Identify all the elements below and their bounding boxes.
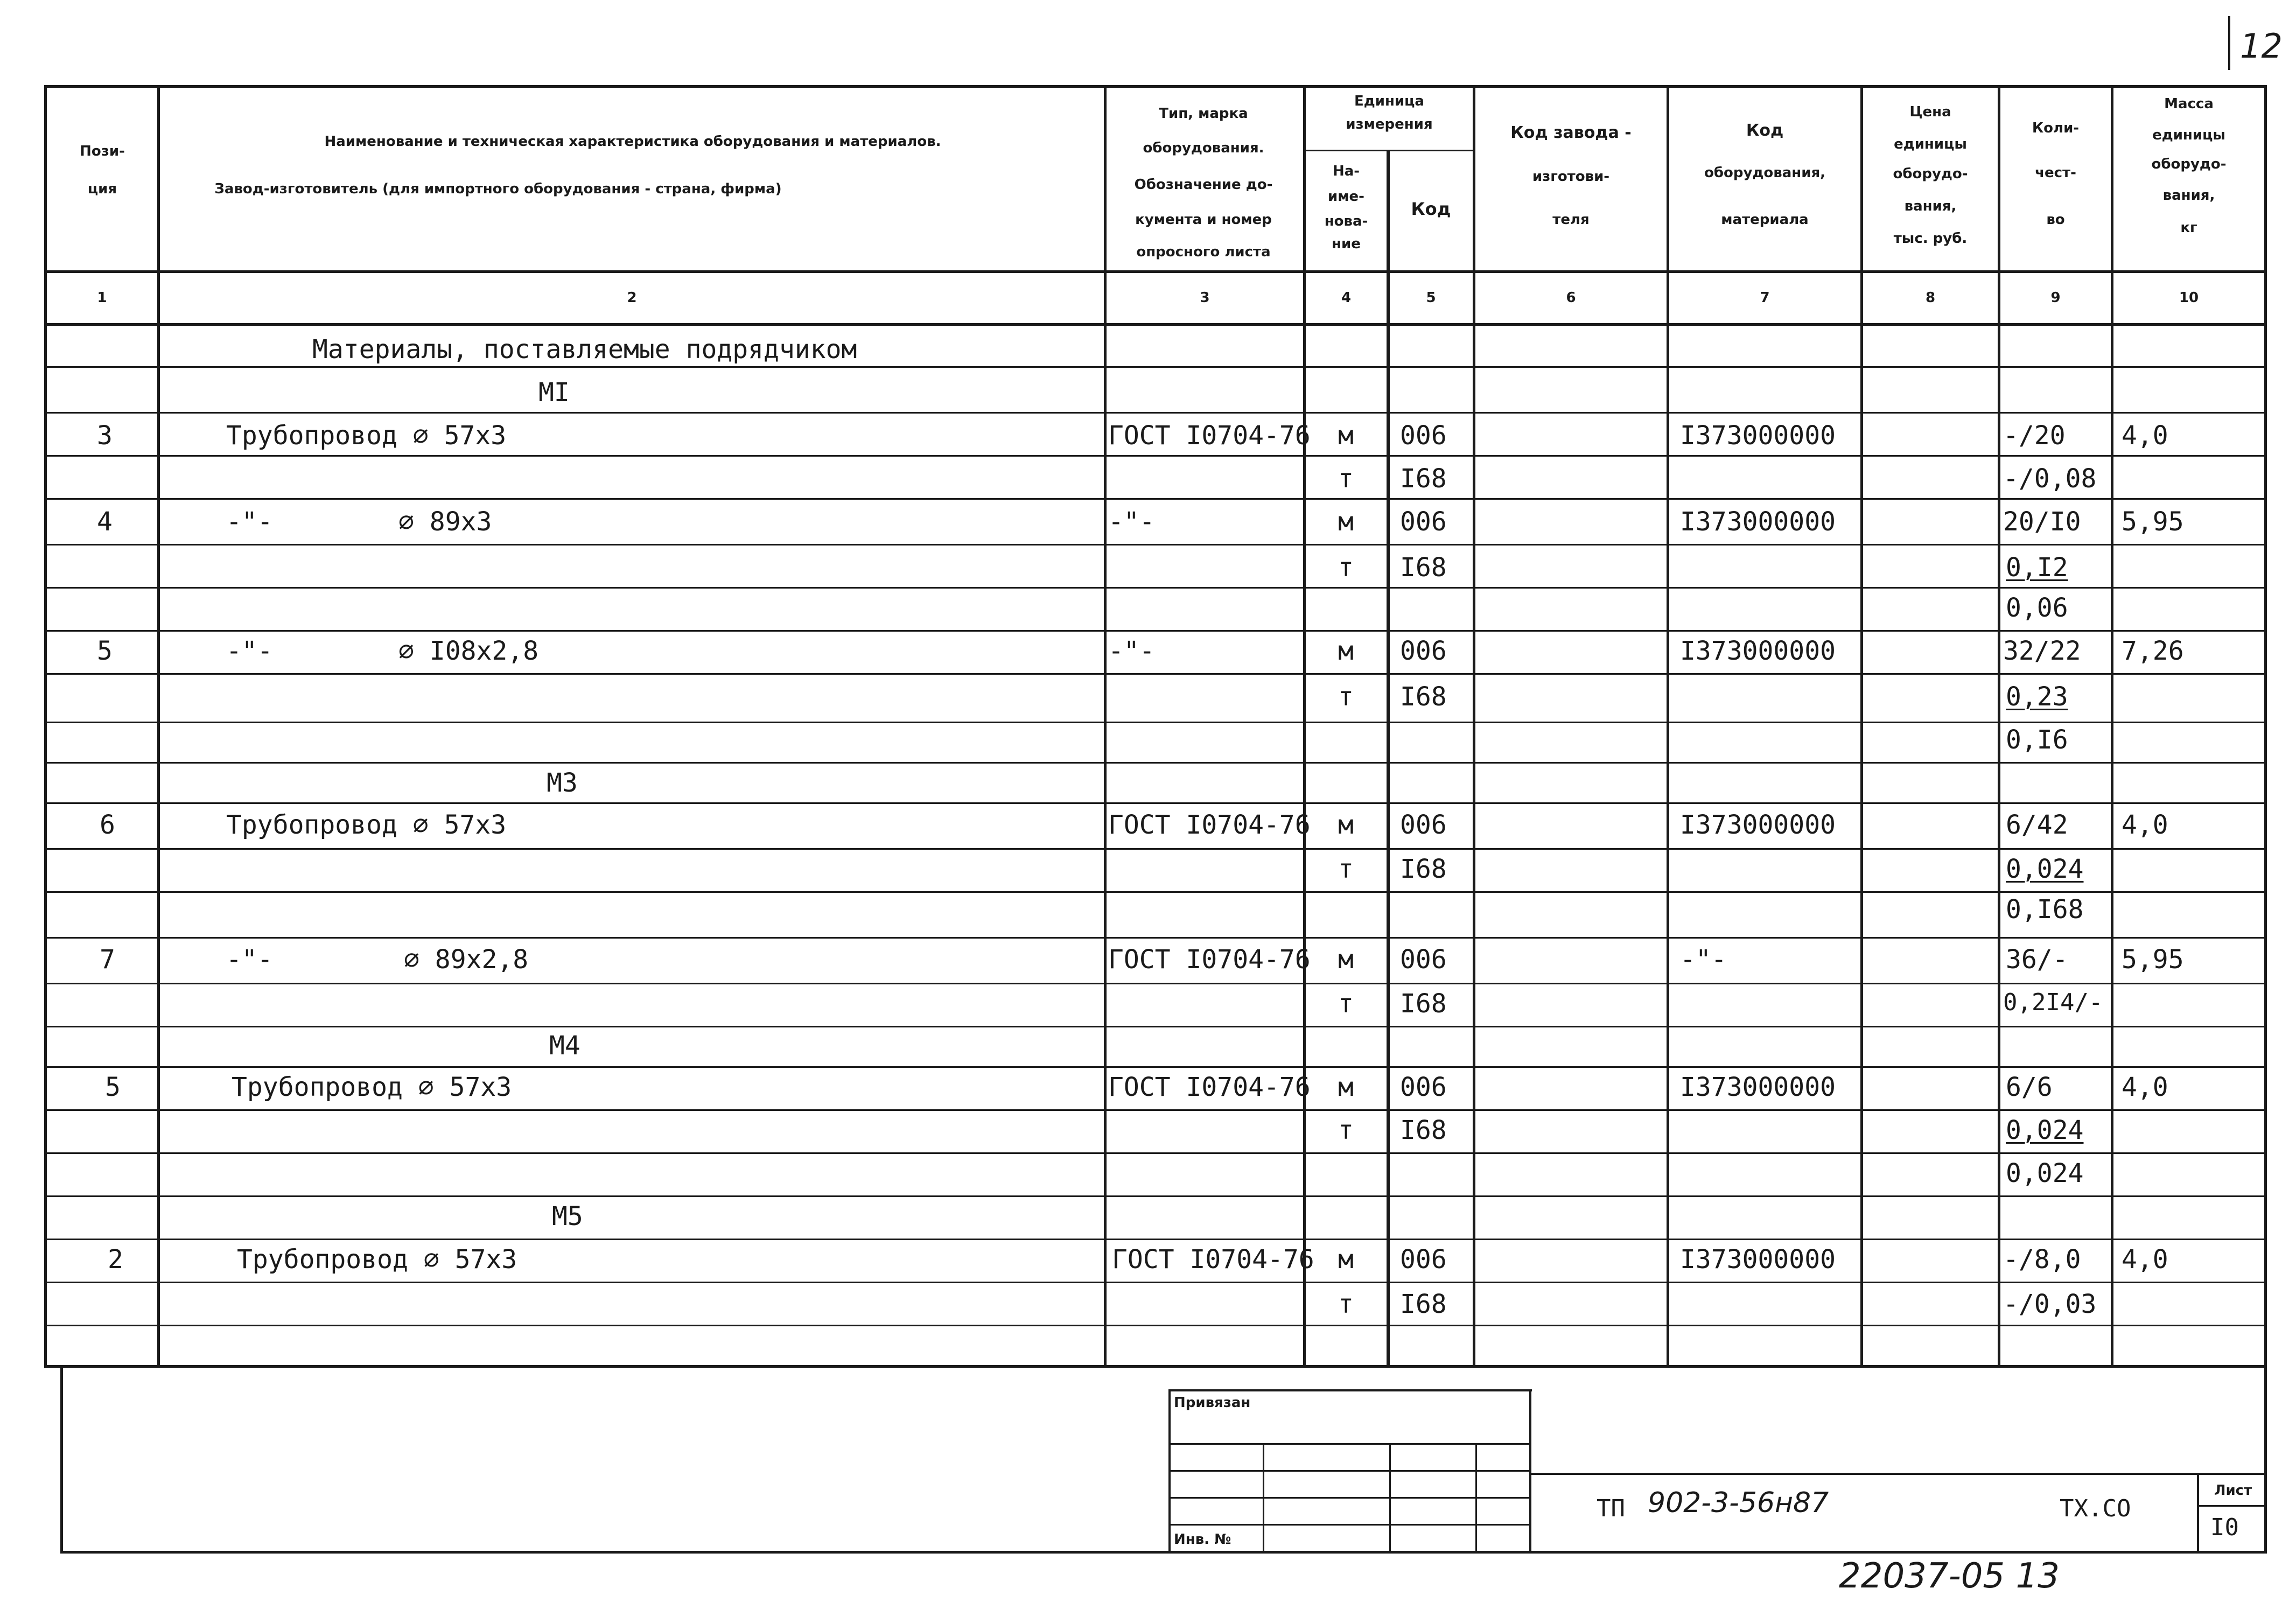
header-col1-line1: Пози-: [80, 143, 125, 159]
unit-code-cell: 006: [1400, 507, 1447, 537]
section-title: Материалы, поставляемые подрядчиком: [312, 334, 857, 365]
header-col7-line3: материала: [1721, 212, 1809, 228]
unit-cell: т: [1338, 464, 1354, 494]
stamp-doc-prefix: ТП: [1597, 1495, 1625, 1522]
item-size: ∅ 89х3: [398, 507, 492, 537]
col-number: 2: [627, 290, 637, 306]
header-col4-line2: име-: [1328, 188, 1364, 205]
header-col7-line2: оборудования,: [1704, 165, 1826, 181]
item-name: -"-: [226, 636, 273, 666]
stamp-sheet-number: I0: [2210, 1514, 2239, 1541]
header-col10-line2: единицы: [2152, 127, 2225, 143]
header-col6-line2: изготови-: [1532, 169, 1610, 185]
item-size: ∅ I08х2,8: [398, 636, 539, 666]
doc-cell: -"-: [1108, 636, 1155, 666]
unit-cell: т: [1338, 552, 1354, 583]
header-col6-line3: теля: [1552, 212, 1590, 228]
doc-cell: ГОСТ I0704-76: [1112, 1244, 1314, 1275]
unit-cell: т: [1338, 682, 1354, 712]
item-size: ∅ 89х2,8: [404, 945, 529, 975]
page-number: 12: [2240, 26, 2283, 66]
doc-cell: ГОСТ I0704-76: [1108, 421, 1311, 451]
header-col3-line4: кумента и номер: [1135, 212, 1272, 228]
header-col9-line1: Коли-: [2032, 120, 2080, 136]
subsection-title: M3: [547, 768, 578, 798]
position-cell: 5: [97, 636, 113, 666]
unit-code-cell: 006: [1400, 810, 1447, 840]
col-number: 9: [2050, 290, 2061, 306]
unit-cell: м: [1338, 810, 1354, 840]
subsection-title: M5: [552, 1201, 583, 1232]
quantity-cell: 20/I0: [2003, 507, 2081, 537]
mass-cell: 5,95: [2122, 945, 2184, 975]
unit-code-cell: 006: [1400, 636, 1447, 666]
quantity-cell: 36/-: [2006, 945, 2068, 975]
quantity-cell: 32/22: [2003, 636, 2081, 666]
quantity-cell: 0,I2: [2006, 552, 2068, 583]
header-col4-line1: На-: [1332, 163, 1360, 179]
unit-cell: т: [1338, 989, 1354, 1019]
item-name: Трубопровод ∅ 57х3: [226, 810, 507, 840]
header-col8-line5: тыс. руб.: [1893, 230, 1968, 247]
subsection-title: M4: [549, 1031, 580, 1061]
stamp-doc-number: 902-3-56н87: [1648, 1487, 1829, 1519]
quantity-cell: 0,I6: [2006, 725, 2068, 755]
unit-code-cell: I68: [1400, 854, 1447, 884]
position-cell: 6: [100, 810, 115, 840]
header-col6-line1: Код завода -: [1510, 123, 1632, 142]
header-col8-line3: оборудо-: [1893, 166, 1968, 182]
header-col1-line2: ция: [87, 181, 117, 197]
mass-cell: 4,0: [2122, 421, 2168, 451]
item-name: Трубопровод ∅ 57х3: [237, 1244, 517, 1275]
unit-cell: м: [1338, 1072, 1354, 1102]
item-name: -"-: [226, 507, 273, 537]
col-number: 6: [1566, 290, 1576, 306]
quantity-cell: -/0,03: [2003, 1289, 2097, 1319]
item-name: Трубопровод ∅ 57х3: [232, 1072, 512, 1102]
col-number: 4: [1341, 290, 1352, 306]
quantity-cell: 0,23: [2006, 682, 2068, 712]
position-cell: 2: [108, 1244, 123, 1275]
unit-code-cell: 006: [1400, 1072, 1447, 1102]
subsection-title: MI: [538, 377, 570, 408]
page-number-mark: [2228, 16, 2230, 70]
unit-cell: т: [1338, 1289, 1354, 1319]
material-code-cell: I373000000: [1680, 1244, 1836, 1275]
unit-code-cell: I68: [1400, 989, 1447, 1019]
doc-cell: ГОСТ I0704-76: [1108, 945, 1311, 975]
item-name: -"-: [226, 945, 273, 975]
header-col8-line1: Цена: [1909, 104, 1951, 120]
mass-cell: 4,0: [2122, 1072, 2168, 1102]
header-col2-line2: Завод-изготовитель (для импортного оборудования - страна, фирма): [214, 181, 782, 197]
header-units-group-line2: измерения: [1346, 116, 1433, 132]
header-col9-line3: во: [2046, 212, 2065, 228]
col-number: 3: [1200, 290, 1210, 306]
position-cell: 4: [97, 507, 113, 537]
header-col3-line1: Тип, марка: [1159, 106, 1248, 122]
position-cell: 3: [97, 421, 113, 451]
unit-cell: м: [1338, 945, 1354, 975]
unit-code-cell: I68: [1400, 1115, 1447, 1145]
material-code-cell: I373000000: [1680, 1072, 1836, 1102]
col-number: 10: [2179, 290, 2199, 306]
header-col10-line3: оборудо-: [2151, 156, 2227, 172]
unit-code-cell: I68: [1400, 464, 1447, 494]
doc-cell: -"-: [1108, 507, 1155, 537]
unit-code-cell: I68: [1400, 682, 1447, 712]
unit-code-cell: I68: [1400, 1289, 1447, 1319]
header-col3-line3: Обозначение до-: [1134, 177, 1273, 193]
header-col3-line5: опросного листа: [1136, 244, 1271, 260]
quantity-cell: 0,2I4/-: [2003, 989, 2103, 1016]
header-col9-line2: чест-: [2035, 165, 2076, 181]
stamp-mark: ТХ.СО: [2060, 1495, 2131, 1522]
quantity-cell: -/8,0: [2003, 1244, 2081, 1275]
material-code-cell: I373000000: [1680, 636, 1836, 666]
header-col10-line1: Масса: [2164, 96, 2214, 112]
header-col10-line5: кг: [2180, 220, 2197, 236]
quantity-cell: 0,024: [2006, 1158, 2084, 1188]
material-code-cell: I373000000: [1680, 507, 1836, 537]
unit-cell: м: [1338, 1244, 1354, 1275]
quantity-cell: 0,024: [2006, 854, 2084, 884]
header-col8-line2: единицы: [1894, 136, 1967, 152]
quantity-cell: 0,I68: [2006, 894, 2084, 925]
quantity-cell: 6/42: [2006, 810, 2068, 840]
col-number: 1: [97, 290, 107, 306]
quantity-cell: -/20: [2003, 421, 2066, 451]
col-number: 7: [1760, 290, 1770, 306]
quantity-cell: -/0,08: [2003, 464, 2097, 494]
mass-cell: 4,0: [2122, 1244, 2168, 1275]
unit-code-cell: I68: [1400, 552, 1447, 583]
header-col2-line1: Наименование и техническая характеристика оборудования и материалов.: [324, 134, 941, 150]
header-units-group-line1: Единица: [1354, 93, 1424, 109]
item-name: Трубопровод ∅ 57х3: [226, 421, 507, 451]
doc-cell: ГОСТ I0704-76: [1108, 1072, 1311, 1102]
unit-cell: м: [1338, 421, 1354, 451]
header-col5: Код: [1411, 199, 1451, 219]
header-col4-line4: ние: [1332, 236, 1361, 252]
col-number: 8: [1925, 290, 1936, 306]
footer-code: 22037-05 13: [1839, 1556, 2060, 1596]
header-col7-line1: Код: [1746, 121, 1784, 140]
unit-cell: м: [1338, 507, 1354, 537]
unit-cell: т: [1338, 854, 1354, 884]
quantity-cell: 0,06: [2006, 593, 2068, 623]
header-col10-line4: вания,: [2162, 187, 2215, 204]
quantity-cell: 6/6: [2006, 1072, 2053, 1102]
position-cell: 5: [105, 1072, 121, 1102]
quantity-cell: 0,024: [2006, 1115, 2084, 1145]
position-cell: 7: [100, 945, 115, 975]
stamp-attached-label: Привязан: [1174, 1395, 1251, 1411]
header-col4-line3: нова-: [1324, 213, 1368, 229]
header-col8-line4: вания,: [1904, 198, 1957, 214]
mass-cell: 4,0: [2122, 810, 2168, 840]
material-code-cell: I373000000: [1680, 810, 1836, 840]
mass-cell: 7,26: [2122, 636, 2184, 666]
unit-cell: т: [1338, 1115, 1354, 1145]
unit-cell: м: [1338, 636, 1354, 666]
header-col3-line2: оборудования.: [1143, 140, 1264, 156]
mass-cell: 5,95: [2122, 507, 2184, 537]
unit-code-cell: 006: [1400, 421, 1447, 451]
stamp-sheet-label: Лист: [2214, 1482, 2252, 1499]
col-number: 5: [1426, 290, 1436, 306]
unit-code-cell: 006: [1400, 1244, 1447, 1275]
doc-cell: ГОСТ I0704-76: [1108, 810, 1311, 840]
material-code-cell: -"-: [1680, 945, 1727, 975]
unit-code-cell: 006: [1400, 945, 1447, 975]
material-code-cell: I373000000: [1680, 421, 1836, 451]
stamp-inv-label: Инв. №: [1174, 1531, 1231, 1548]
